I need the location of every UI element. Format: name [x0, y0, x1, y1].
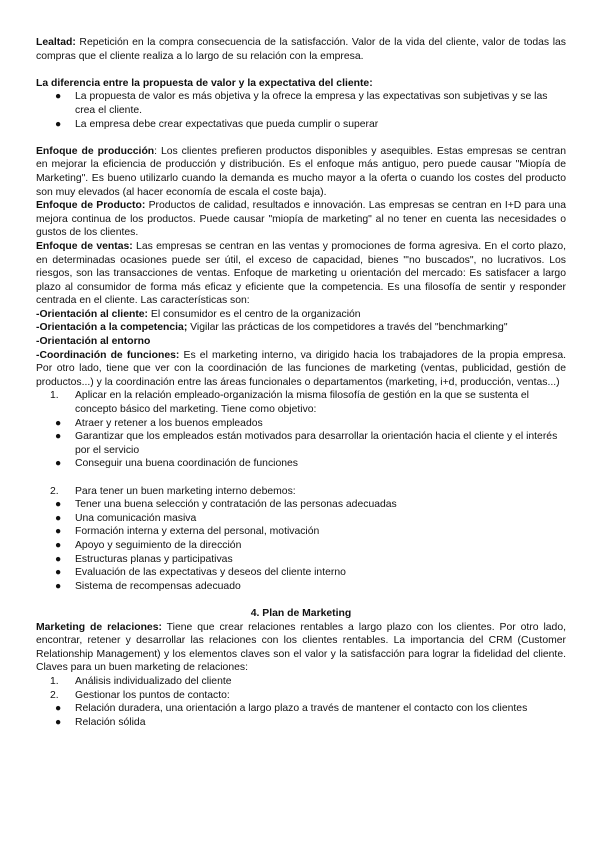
- relaciones-numbered: [36, 675, 566, 702]
- list-item: ● La propuesta de valor es más objetiva y la ofrece la empresa y las expectativas son subjetivas y se las crea el cliente.: [55, 91, 548, 116]
- list-number: 2.: [50, 689, 59, 701]
- bullet-icon: ●: [55, 417, 62, 429]
- list-item: 2. Para tener un buen marketing interno debemos:: [50, 485, 296, 497]
- bullet-icon: ●: [55, 553, 62, 565]
- caracteristica-entorno: -Orientación al entorno: [36, 336, 151, 348]
- interno-bullets-1: [36, 417, 566, 471]
- bullet-icon: ●: [55, 91, 62, 103]
- lealtad-label: Lealtad:: [36, 37, 76, 48]
- list-item: ● Garantizar que los empleados están motivados para desarrollar la orientación hacia el cliente y el interés por el servicio: [55, 431, 558, 456]
- list-item: ● Evaluación de las expectativas y deseos del cliente interno: [55, 567, 346, 579]
- bullet-icon: ●: [55, 499, 62, 511]
- diferencia-heading: La diferencia entre la propuesta de valor y la expectativa del cliente:: [36, 77, 373, 89]
- producto-paragraph: Enfoque de Producto: Productos de calidad, resultados e innovación. Las empresas se centran en I+D para una mejora continua de los productos. Puede causar "miopía de marketing" al no tener en cuenta las necesidades o gustos de los clientes.: [36, 200, 566, 239]
- list-number: 1.: [50, 675, 59, 687]
- list-item: ● Atraer y retener a los buenos empleados: [55, 417, 263, 429]
- list-item: ● Estructuras planas y participativas: [55, 553, 233, 565]
- bullet-icon: ●: [55, 526, 62, 538]
- bullet-icon: ●: [55, 567, 62, 579]
- bullet-icon: ●: [55, 118, 62, 130]
- caracteristica-coordinacion: -Coordinación de funciones: Es el marketing interno, va dirigido hacia los trabajadores de la propia empresa. Por otro lado, tiene que ver con la coordinación de las funciones de marketing (ventas, publicidad, gestión de productos...) y la coordinación entre las áreas funcionales o departamentos (marketing, i+d, producción, ventas...): [36, 349, 566, 388]
- relaciones-label: Marketing de relaciones:: [36, 621, 162, 633]
- relaciones-bullets: [36, 702, 566, 729]
- interno-numbered-1: [36, 389, 566, 416]
- ventas-paragraph: Enfoque de ventas: Las empresas se centran en las ventas y promociones de forma agresiva. En el corto plazo, en determinadas ocasiones puede ser útil, el exceso de capacidad, bienes "'no buscados", no lucrativos. Los riesgos, son las transacciones de ventas. Enfoque de marketing u orientación del mercado: Es satisfacer a largo plazo al consumidor de forma más eficaz y eficiente que la competencia. Es una filosofía de sentir y responder centrada en el cliente. Las características son:: [36, 240, 567, 307]
- list-item: ● La empresa debe crear expectativas que pueda cumplir o superar: [55, 118, 379, 130]
- list-item: ● Relación duradera, una orientación a largo plazo a través de mantener el contacto con los clientes: [55, 703, 528, 715]
- list-item: 2. Gestionar los puntos de contacto:: [50, 689, 230, 701]
- bullet-icon: ●: [55, 512, 62, 524]
- list-number: 2.: [50, 485, 59, 497]
- diferencia-list: [36, 90, 566, 131]
- list-item: ● Tener una buena selección y contratación de las personas adecuadas: [55, 499, 397, 511]
- list-item: ● Conseguir una buena coordinación de funciones: [55, 458, 298, 470]
- section-heading-plan: 4. Plan de Marketing: [250, 607, 352, 619]
- list-item: ● Relación sólida: [55, 716, 146, 728]
- caracteristica-cliente: -Orientación al cliente: El consumidor es el centro de la organización: [36, 308, 361, 320]
- bullet-icon: ●: [55, 539, 62, 551]
- list-number: 1.: [50, 390, 59, 402]
- bullet-icon: ●: [55, 716, 62, 728]
- interno-numbered-2: [36, 485, 566, 499]
- list-item: 1. Aplicar en la relación empleado-organización la misma filosofía de gestión en la que se sustenta el concepto básico del marketing. Tiene como objetivo:: [50, 390, 529, 416]
- bullet-icon: ●: [55, 431, 62, 443]
- list-item: 1. Análisis individualizado del cliente: [50, 675, 232, 687]
- bullet-icon: ●: [55, 580, 62, 592]
- lealtad-text: Repetición en la compra consecuencia de la satisfacción. Valor de la vida del cliente, valor de todas las compras que el cliente realiza a lo largo de su relación con la empresa.: [36, 37, 566, 62]
- list-item: ● Formación interna y externa del personal, motivación: [55, 526, 320, 538]
- list-item: ● Apoyo y seguimiento de la dirección: [55, 539, 242, 551]
- bullet-icon: ●: [55, 703, 62, 715]
- list-item: ● Sistema de recompensas adecuado: [55, 580, 241, 592]
- ventas-label: Enfoque de ventas:: [36, 240, 133, 252]
- bullet-icon: ●: [55, 458, 62, 470]
- list-item: ● Una comunicación masiva: [55, 512, 197, 524]
- caracteristica-competencia: -Orientación a la competencia; Vigilar las prácticas de los competidores a través del "benchmarking": [36, 322, 508, 334]
- producto-label: Enfoque de Producto:: [36, 200, 146, 212]
- relaciones-paragraph: Marketing de relaciones: Tiene que crear relaciones rentables a largo plazo con los clientes. Por otro lado, encontrar, retener y desarrollar las relaciones con los clientes rentables. La importancia del CRM (Customer Relationship Management) y los elementos claves son el valor y la satisfacción para lograr la fidelidad del cliente. Claves para un buen marketing de relaciones:: [36, 621, 566, 674]
- interno-bullets-2: [36, 498, 566, 593]
- document-page: [36, 36, 566, 729]
- lealtad-paragraph: [36, 36, 566, 63]
- produccion-paragraph: Enfoque de producción: Los clientes prefieren productos disponibles y asequibles. Estas empresas se centran en mejorar la eficiencia de producción y distribución. Es el enfoque más antiguo, pero puede causar "Miopía de Marketing". Es bueno utilizarlo cuando la demanda es mucho mayor a la oferta o cuando los costes del producto son muy elevados (al hacer economía de escala el coste baja).: [36, 145, 566, 198]
- produccion-label: Enfoque de producción: [36, 145, 155, 157]
